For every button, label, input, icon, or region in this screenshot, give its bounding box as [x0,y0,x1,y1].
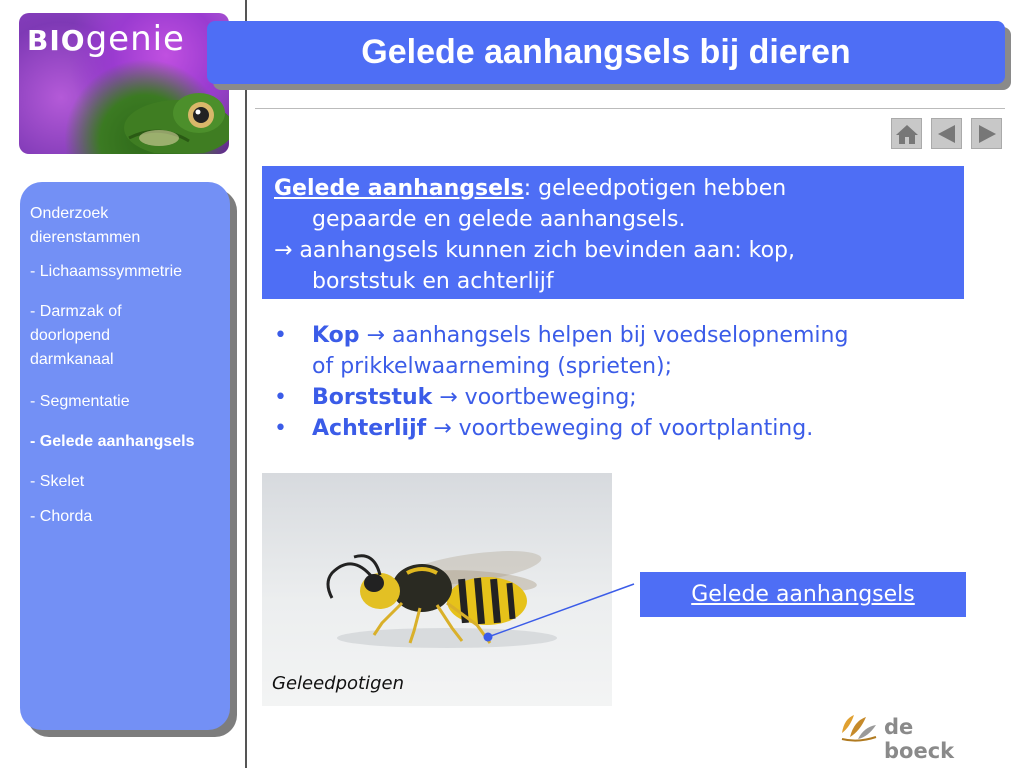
arrow-icon: → [426,416,459,441]
bullet-term: Kop [312,323,360,348]
publisher-name: de boeck [884,715,955,763]
sidebar [20,182,230,730]
bullet-text: aanhangsels helpen bij voedselopneming [391,323,849,348]
home-button[interactable] [891,118,922,149]
publisher-logo [838,711,978,763]
bullet-term: Achterlijf [312,416,427,441]
arrow-icon: → [432,385,465,410]
definition-line-1 [274,173,952,204]
bullet-text: voortbeweging; [464,385,637,410]
wasp-photo [262,473,612,706]
photo-caption: Geleedpotigen [272,673,405,694]
definition-text-1: : geleedpotigen hebben [523,176,787,201]
bullet-item-borststuk [270,382,970,413]
next-button[interactable] [971,118,1002,149]
logo-bio: BIO [27,24,86,57]
sidebar-item-skelet[interactable]: - Skelet [30,473,85,490]
definition-line-3 [274,235,952,266]
wasp-icon [262,473,612,706]
logo-genie: genie [85,19,185,59]
previous-icon [936,123,958,145]
sidebar-item-chorda[interactable]: - Chorda [30,508,93,525]
sidebar-item-gelede-aanhangsels[interactable]: - Gelede aanhangsels [30,433,195,450]
previous-button[interactable] [931,118,962,149]
home-icon [895,123,919,145]
biogenie-logo [19,13,229,154]
bullet-text: voortbeweging of voortplanting. [458,416,814,441]
bullet-continuation: of prikkelwaarneming (sprieten); [312,354,673,379]
bullet-item-achterlijf [270,413,970,444]
gelede-aanhangsels-link[interactable]: Gelede aanhangsels [640,572,966,617]
sidebar-item-lichaamssymmetrie[interactable]: - Lichaamssymmetrie [30,263,183,280]
definition-line-2: gepaarde en gelede aanhangsels. [312,207,686,232]
definition-box [262,166,964,299]
arrow-icon: → [359,323,392,348]
bullet-dot: • [274,416,287,441]
page-title: Gelede aanhangsels bij dieren [361,33,851,71]
vertical-divider [245,0,247,768]
leaf-icon [838,711,880,743]
logo-text [27,19,185,59]
bullet-item-kop [270,320,970,382]
arrow-icon: → [274,238,293,263]
bullet-dot: • [274,385,287,410]
bullet-dot: • [274,323,287,348]
sidebar-item-darmzak[interactable]: - Darmzak of doorlopend darmkanaal [30,303,122,368]
next-icon [976,123,998,145]
definition-text-3: aanhangsels kunnen zich bevinden aan: kop, [292,238,795,263]
horizontal-divider [255,108,1005,109]
bullet-list [270,320,970,444]
bullet-term: Borststuk [312,385,433,410]
sidebar-item-onderzoek[interactable]: Onderzoek dierenstammen [30,205,141,246]
title-bar [207,21,1005,84]
sidebar-item-segmentatie[interactable]: - Segmentatie [30,393,130,410]
definition-term: Gelede aanhangsels [274,176,524,201]
definition-line-4: borststuk en achterlijf [312,269,554,294]
frog-image [119,83,229,153]
